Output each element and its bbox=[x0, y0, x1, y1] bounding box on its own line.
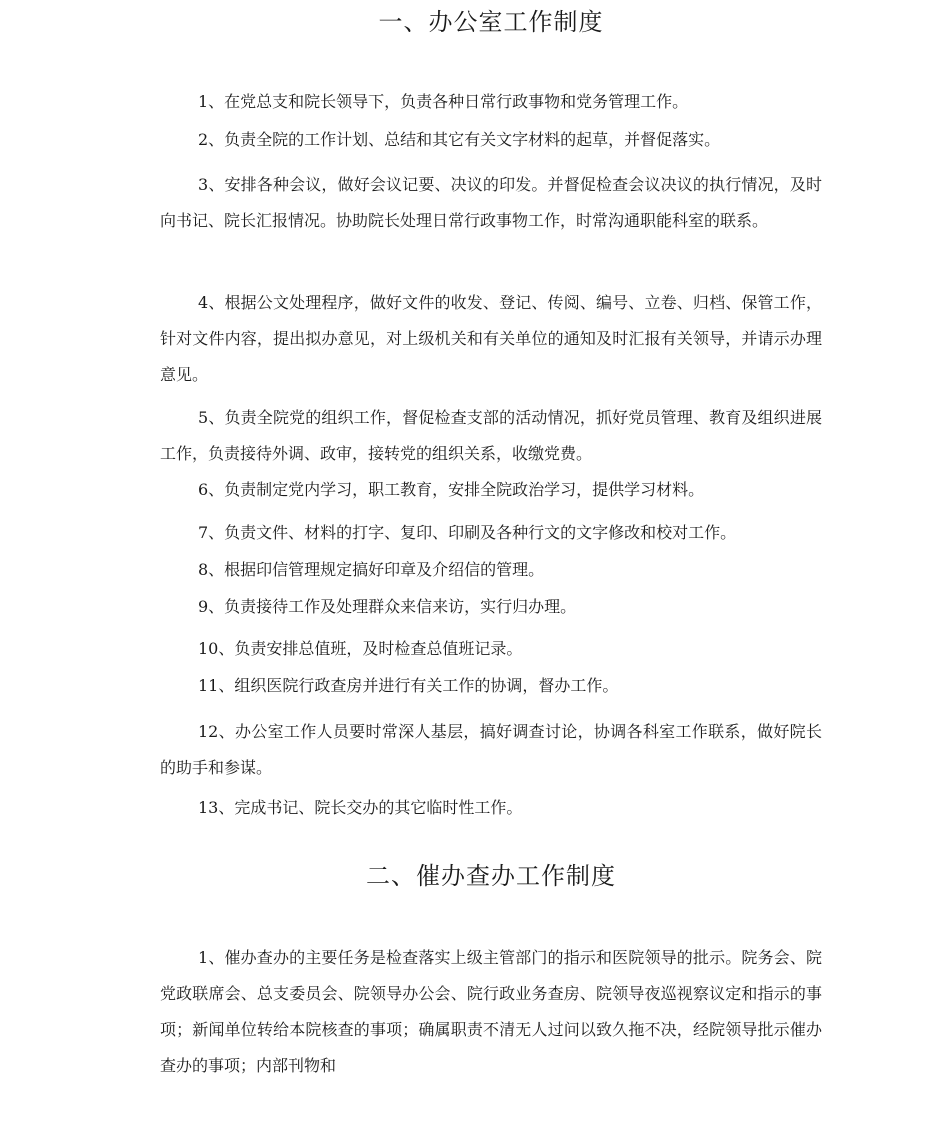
section-1-item-10: 10、负责安排总值班，及时检查总值班记录。 bbox=[198, 639, 523, 658]
section-1-item-13: 13、完成书记、院长交办的其它临时性工作。 bbox=[198, 798, 523, 817]
section-1-item-9: 9、负责接待工作及处理群众来信来访，实行归办理。 bbox=[198, 597, 577, 616]
section-1-item-7: 7、负责文件、材料的打字、复印、印刷及各种行文的文字修改和校对工作。 bbox=[198, 523, 737, 542]
section-1-item-2: 2、负责全院的工作计划、总结和其它有关文字材料的起草，并督促落实。 bbox=[198, 130, 721, 149]
section-1-item-12: 12、办公室工作人员要时常深人基层，搞好调查讨论，协调各科室工作联系，做好院长的助手和参谋。 bbox=[160, 722, 822, 777]
section-2-title: 二、催办查办工作制度 bbox=[366, 862, 616, 890]
section-1-item-3: 3、安排各种会议，做好会议记要、决议的印发。并督促检查会议决议的执行情况，及时向书记、院长汇报情况。协助院长处理日常行政事物工作，时常沟通职能科室的联系。 bbox=[160, 175, 822, 230]
section-1-item-5: 5、负责全院党的组织工作，督促检查支部的活动情况，抓好党员管理、教育及组织进展工作，负责接待外调、政审，接转党的组织关系，收缴党费。 bbox=[160, 408, 822, 463]
section-1-item-1: 1、在党总支和院长领导下，负责各种日常行政事物和党务管理工作。 bbox=[198, 92, 689, 111]
section-1-item-8: 8、根据印信管理规定搞好印章及介绍信的管理。 bbox=[198, 560, 545, 579]
section-2-item-1: 1、催办查办的主要任务是检查落实上级主管部门的指示和医院领导的批示。院务会、院党政联席会、总支委员会、院领导办公会、院行政业务查房、院领导夜巡视察议定和指示的事项；新闻单位转给本院核查的事项；确属职责不清无人过问以致久拖不决，经院领导批示催办查办的事项；内部刊物和 bbox=[160, 948, 822, 1075]
section-1-item-11: 11、组织医院行政查房并进行有关工作的协调，督办工作。 bbox=[198, 676, 619, 695]
section-1-item-6: 6、负责制定党内学习，职工教育，安排全院政治学习，提供学习材料。 bbox=[198, 480, 705, 499]
section-1-title: 一、办公室工作制度 bbox=[378, 8, 604, 36]
section-1-item-4: 4、根据公文处理程序，做好文件的收发、登记、传阅、编号、立卷、归档、保管工作，针对文件内容，提出拟办意见，对上级机关和有关单位的通知及时汇报有关领导，并请示办理意见。 bbox=[160, 293, 822, 384]
